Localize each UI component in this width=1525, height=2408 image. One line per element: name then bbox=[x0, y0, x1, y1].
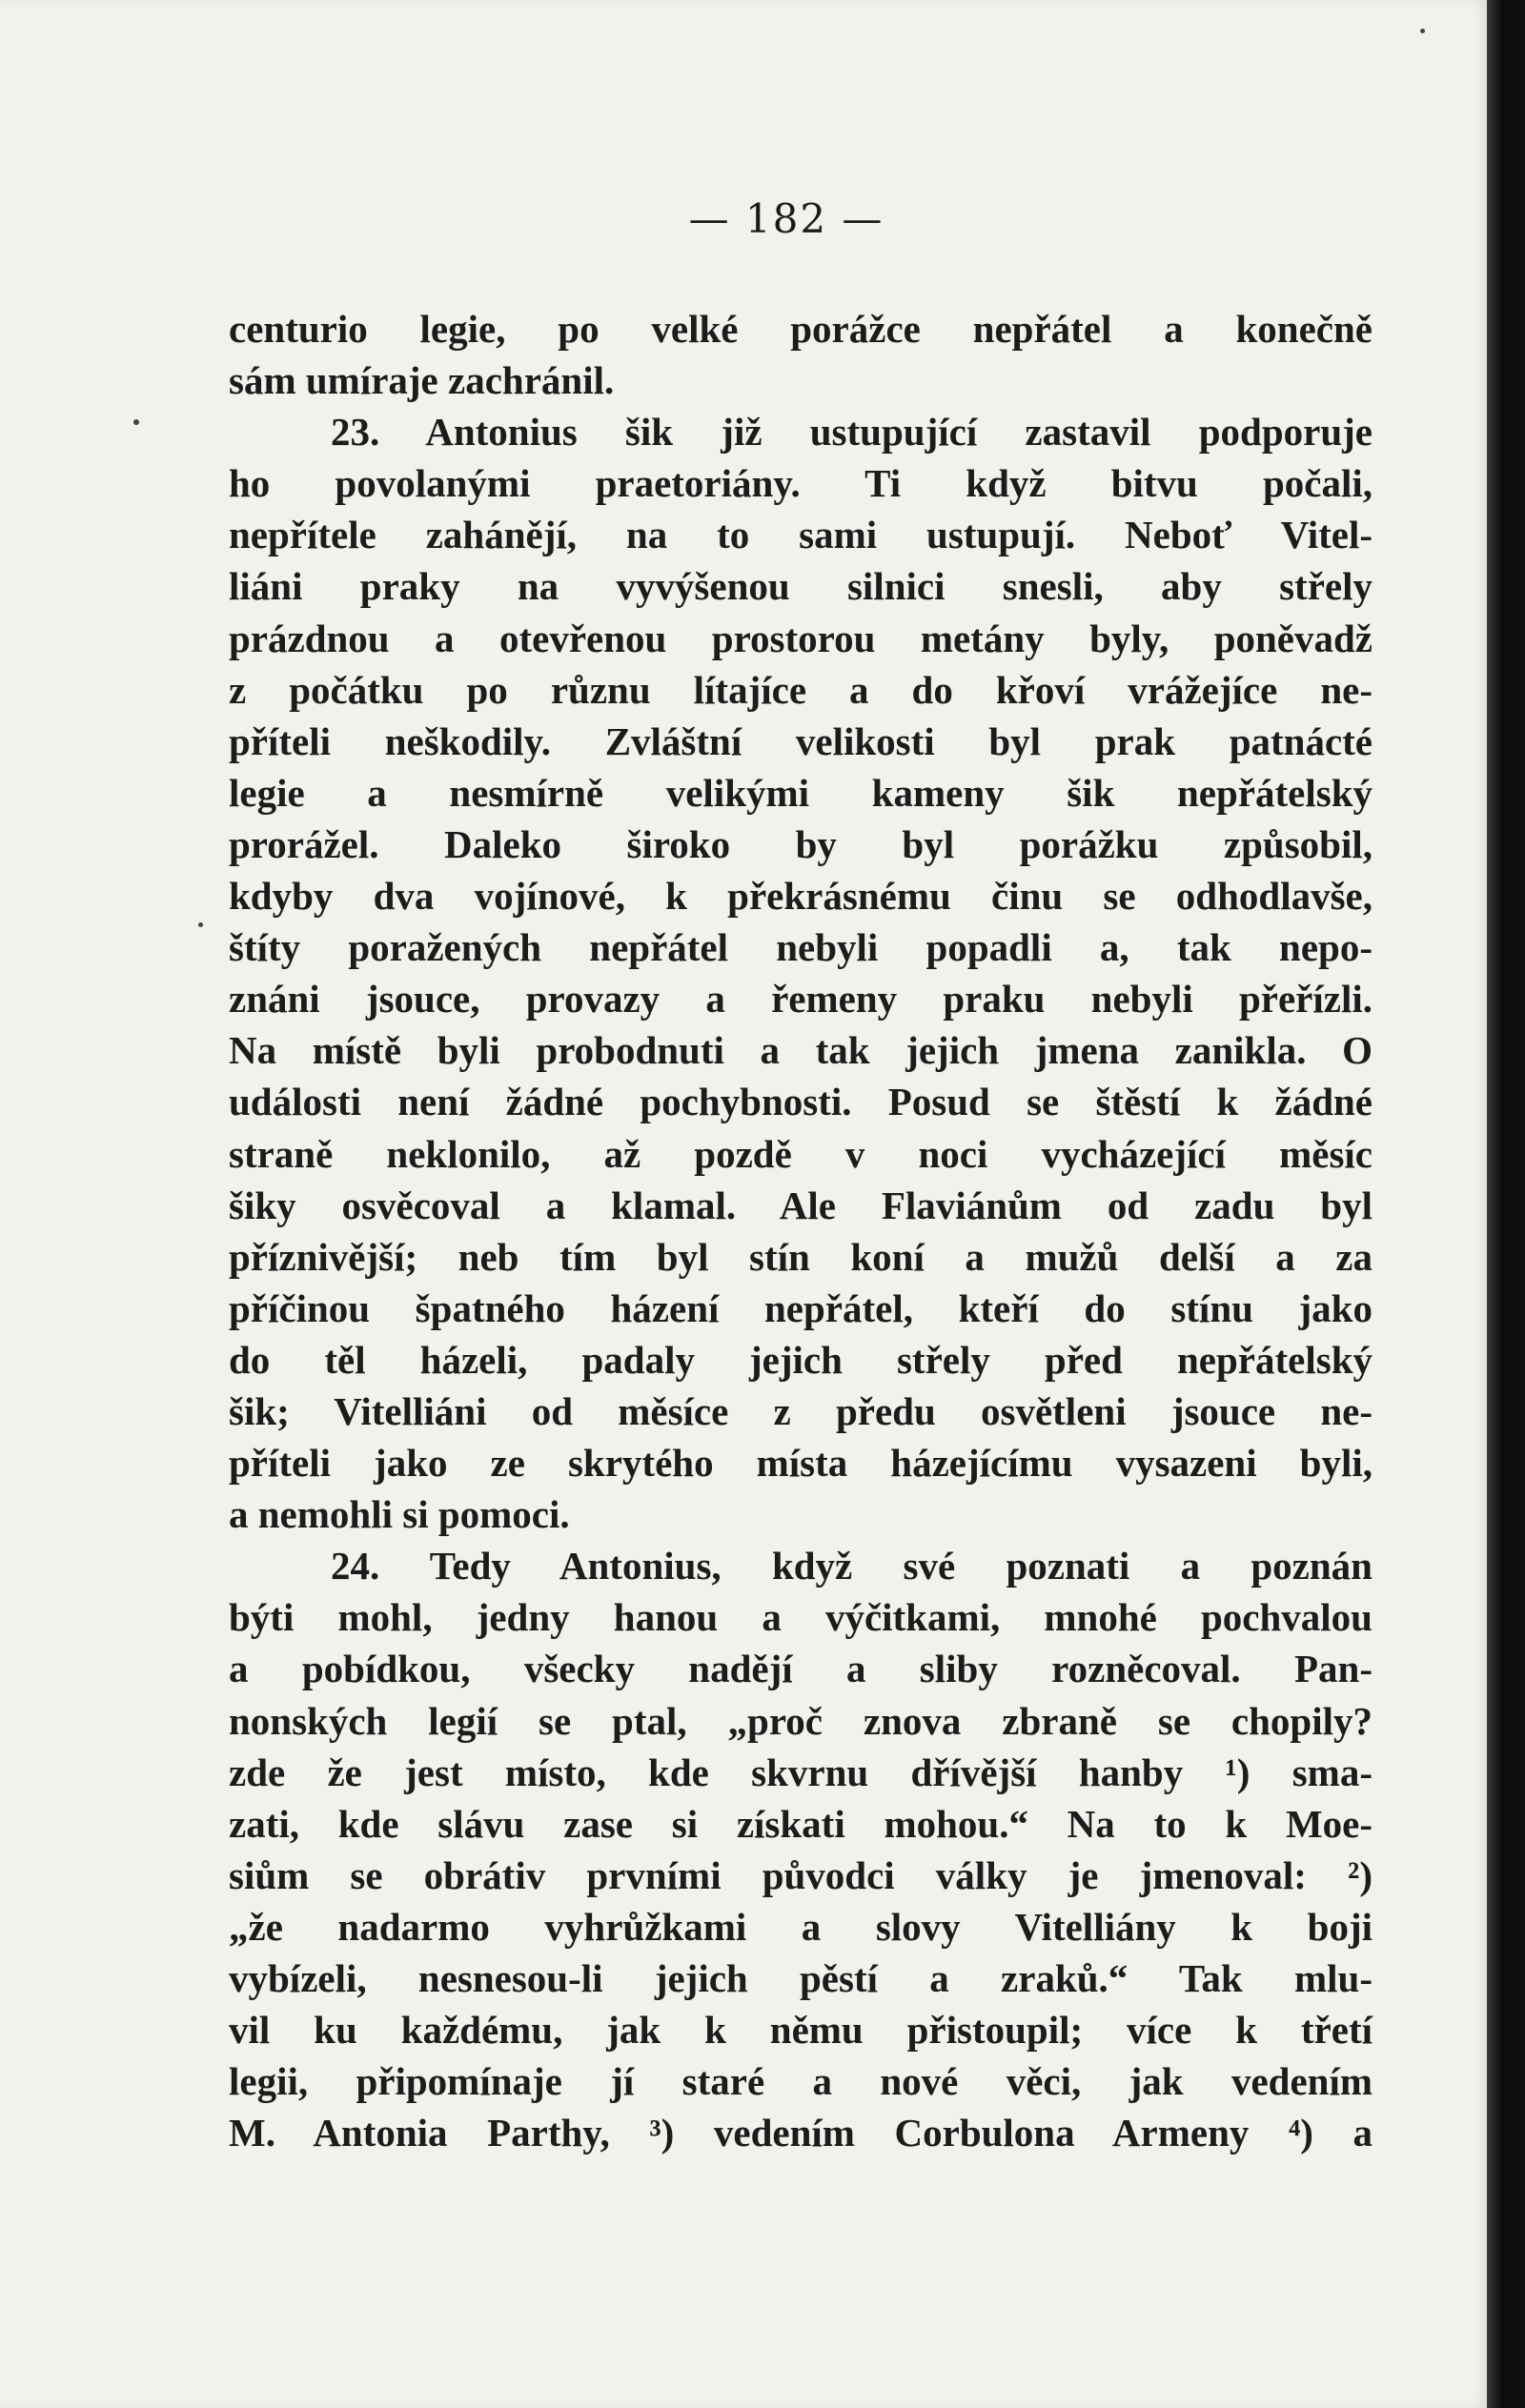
text-line: kdyby dva vojínové, k překrásnému činu se odhodlavše, bbox=[229, 874, 1372, 919]
text-line: vybízeli, nesnesou-li jejich pěstí a zraků.“ Tak mlu- bbox=[229, 1956, 1372, 2000]
text-line: 23. Antonius šik již ustupující zastavil podporuje bbox=[331, 410, 1372, 455]
text-line: příznivější; neb tím byl stín koní a mužů delší a za bbox=[229, 1234, 1372, 1279]
text-line: M. Antonia Parthy, ³) vedením Corbulona Armeny ⁴) a bbox=[229, 2111, 1372, 2155]
text-line: znáni jsouce, provazy a řemeny praku nebyli přeřízli. bbox=[229, 977, 1372, 1022]
text-line: „že nadarmo vyhrůžkami a slovy Vitelliány k boji bbox=[229, 1904, 1372, 1949]
text-line: zde že jest místo, kde skvrnu dřívější hanby ¹) sma- bbox=[229, 1750, 1372, 1794]
text-line: nepřítele zahánějí, na to sami ustupují. Neboť Vitel- bbox=[229, 513, 1372, 557]
text-line: prázdnou a otevřenou prostorou metány byly, poněvadž bbox=[229, 616, 1372, 660]
text-line: do těl házeli, padaly jejich střely před nepřátelský bbox=[229, 1337, 1372, 1382]
text-line: šiky osvěcoval a klamal. Ale Flaviánům od zadu byl bbox=[229, 1183, 1372, 1227]
text-line: ho povolanými praetoriány. Ti když bitvu počali, bbox=[229, 461, 1372, 506]
text-line: příteli neškodily. Zvláštní velikosti byl prak patnácté bbox=[229, 718, 1372, 763]
text-line: legii, připomínaje jí staré a nové věci, jak vedením bbox=[229, 2059, 1372, 2104]
text-line: příteli jako ze skrytého místa házejícímu vysazeni byli, bbox=[229, 1441, 1372, 1486]
text-line: štíty poražených nepřátel nebyli popadli a, tak nepo- bbox=[229, 925, 1372, 970]
text-line: nonských legií se ptal, „proč znova zbraně se chopily? bbox=[229, 1698, 1372, 1743]
text-line: zati, kde slávu zase si získati mohou.“ Na to k Moe- bbox=[229, 1801, 1372, 1846]
page-number: — 182 — bbox=[688, 195, 884, 242]
paper-speck bbox=[198, 922, 203, 927]
text-line: legie a nesmírně velikými kameny šik nepřátelský bbox=[229, 770, 1372, 815]
text-line: 24. Tedy Antonius, když své poznati a poznán bbox=[331, 1544, 1372, 1588]
text-line: straně neklonilo, až pozdě v noci vycházející měsíc bbox=[229, 1131, 1372, 1176]
text-line: z počátku po různu lítajíce a do křoví vrážejíce ne- bbox=[229, 667, 1372, 712]
text-line: příčinou špatného házení nepřátel, kteří do stínu jako bbox=[229, 1285, 1372, 1330]
text-line: události není žádné pochybnosti. Posud se štěstí k žádné bbox=[229, 1080, 1372, 1124]
paper-speck bbox=[133, 419, 139, 425]
text-line: sám umíraje zachránil. bbox=[229, 358, 615, 403]
scan-edge bbox=[1487, 0, 1525, 2408]
text-line: vil ku každému, jak k němu přistoupil; více k třetí bbox=[229, 2008, 1372, 2053]
body-text bbox=[229, 303, 1372, 2158]
text-line: šik; Vitelliáni od měsíce z předu osvětleni jsouce ne- bbox=[229, 1388, 1372, 1433]
text-line: a nemohli si pomoci. bbox=[229, 1492, 570, 1537]
text-line: Na místě byli probodnuti a tak jejich jmena zanikla. O bbox=[229, 1028, 1372, 1073]
text-line: centurio legie, po velké porážce nepřátel a konečně bbox=[229, 307, 1372, 351]
paper-speck bbox=[1420, 29, 1425, 33]
text-line: liáni praky na vyvýšenou silnici snesli, aby střely bbox=[229, 564, 1372, 609]
text-line: a pobídkou, všecky nadějí a sliby rozněcoval. Pan- bbox=[229, 1647, 1372, 1691]
text-line: siům se obrátiv prvními původci války je jmenoval: ²) bbox=[229, 1852, 1372, 1897]
text-line: býti mohl, jedny hanou a výčitkami, mnohé pochvalou bbox=[229, 1595, 1372, 1640]
text-line: prorážel. Daleko široko by byl porážku způsobil, bbox=[229, 821, 1372, 866]
